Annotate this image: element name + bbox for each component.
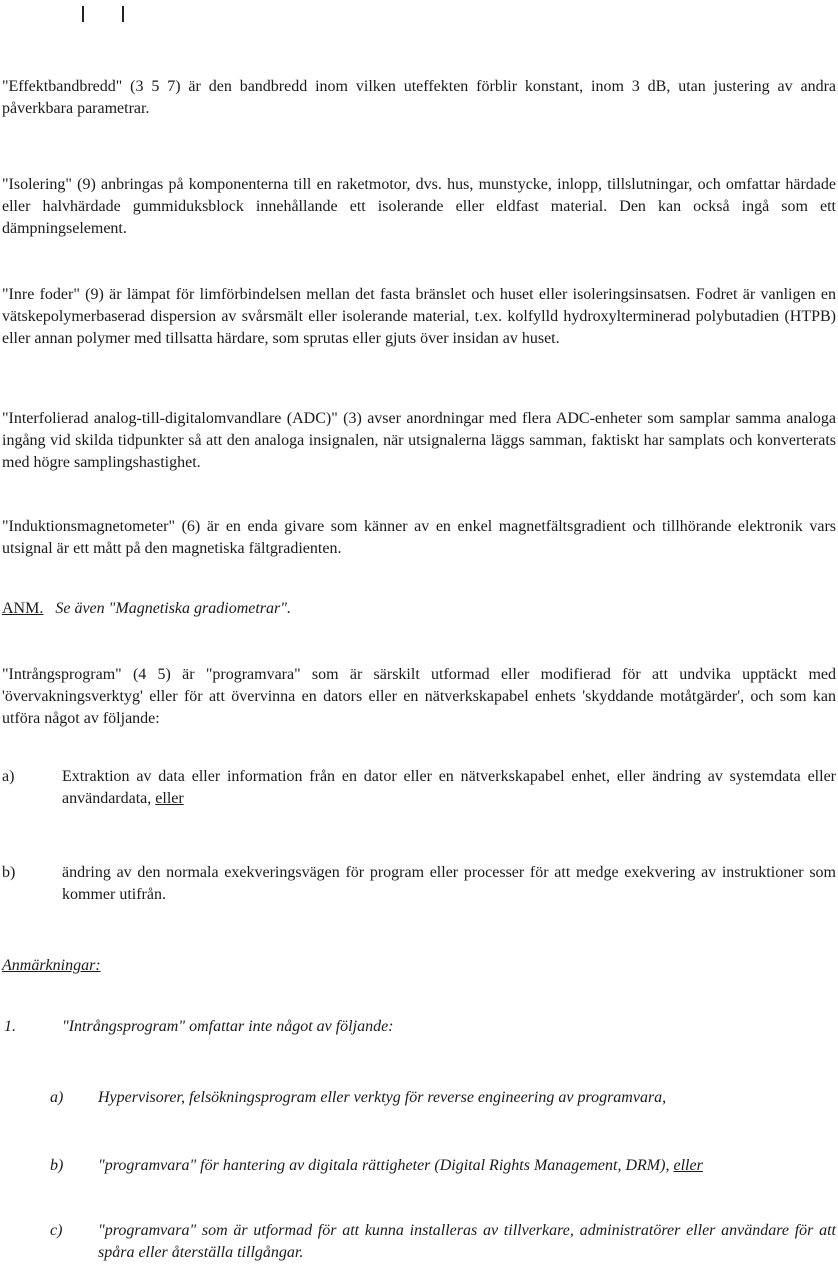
header-mark xyxy=(82,6,84,22)
definition-interfolierad-adc: "Interfolierad analog-till-digitalomvandlare (ADC)" (3) avser anordningar med flera ADC-enheter som samplar samma analoga ingång vid skilda tidpunkter så att den analoga insignalen, när utsignalerna läggs samman, faktiskt har samplats och konverterats med högre samplingshastighet. xyxy=(2,410,836,471)
note-1-label: 1. xyxy=(4,1018,16,1035)
definition-isolering: "Isolering" (9) anbringas på komponenterna till en raketmotor, dvs. hus, munstycke, inlopp, tillslutningar, och omfattar härdade eller halvhärdade gummiduksblock innehållande ett isolerande eller eldfast material. Den kan också ingå som ett dämpningselement. xyxy=(2,176,836,237)
note-label-b: b) xyxy=(50,1157,64,1174)
definition-intrangsprogram: "Intrångsprogram" (4 5) är "programvara" som är särskilt utformad eller modifierad för att undvika upptäckt med 'övervakningsverktyg' eller för att övervinna en dators eller en nätverkskapabel enhets 'skyddande motåtgärder', och som kan utföra något av följande: xyxy=(2,666,836,727)
notes-heading xyxy=(2,955,101,977)
notes-heading-text: Anmärkningar: xyxy=(2,957,101,974)
note-item-c xyxy=(0,1220,838,1266)
list-item-a xyxy=(0,766,838,816)
note-text-a: Hypervisorer, felsökningsprogram eller verktyg för reverse engineering av programvara, xyxy=(98,1089,667,1106)
note-or-b: eller xyxy=(673,1157,703,1174)
list-text-b: ändring av den normala exekveringsvägen för program eller processer för att medge exekvering av instruktioner som kommer utifrån. xyxy=(62,864,836,903)
note-1-text: "Intrångsprogram" omfattar inte något av följande: xyxy=(62,1018,394,1035)
definition-inre-foder: "Inre foder" (9) är lämpat för limförbindelsen mellan det fasta bränslet och huset eller isoleringsinsatsen. Fodret är vanligen en vätskepolymerbaserad dispersion av svårsmält eller isolerande material, t.ex. kolfylld hydroxylterminerad polybutadien (HTPB) eller annan polymer med tillsatta härdare, som sprutas eller gjuts över insidan av huset. xyxy=(2,286,836,347)
list-text-a-body: Extraktion av data eller information från en dator eller en nätverkskapabel enhet, eller ändring av systemdata eller användardata, xyxy=(62,768,836,807)
note-item-b xyxy=(0,1155,838,1179)
note-1 xyxy=(0,1016,838,1040)
note-label-c: c) xyxy=(50,1222,63,1239)
note-label-a: a) xyxy=(50,1089,64,1106)
note-text-b xyxy=(98,1155,836,1177)
anm-label: ANM. xyxy=(2,600,44,617)
definition-effektbandbredd: "Effektbandbredd" (3 5 7) är den bandbredd inom vilken uteffekten förblir konstant, inom 3 dB, utan justering av andra påverkbara parametrar. xyxy=(2,78,836,117)
anm-note xyxy=(2,598,836,620)
list-label-a: a) xyxy=(2,768,15,785)
note-text-c: "programvara" som är utformad för att kunna installeras av tillverkare, administratörer eller användare för att spåra eller återställa tillgångar. xyxy=(98,1222,836,1261)
list-label-b: b) xyxy=(2,864,16,881)
list-text-a xyxy=(62,766,836,810)
definition-induktionsmagnetometer: "Induktionsmagnetometer" (6) är en enda givare som känner av en enkel magnetfältsgradient och tillhörande elektronik vars utsignal är ett mått på den magnetiska fältgradienten. xyxy=(2,518,836,557)
list-item-b xyxy=(0,862,838,912)
header-mark xyxy=(122,6,124,22)
list-or-a: eller xyxy=(155,790,184,807)
anm-text: Se även "Magnetiska gradiometrar". xyxy=(55,600,291,617)
note-text-b-body: "programvara" för hantering av digitala rättigheter (Digital Rights Management, DRM), xyxy=(98,1157,670,1174)
note-item-a xyxy=(0,1087,838,1111)
